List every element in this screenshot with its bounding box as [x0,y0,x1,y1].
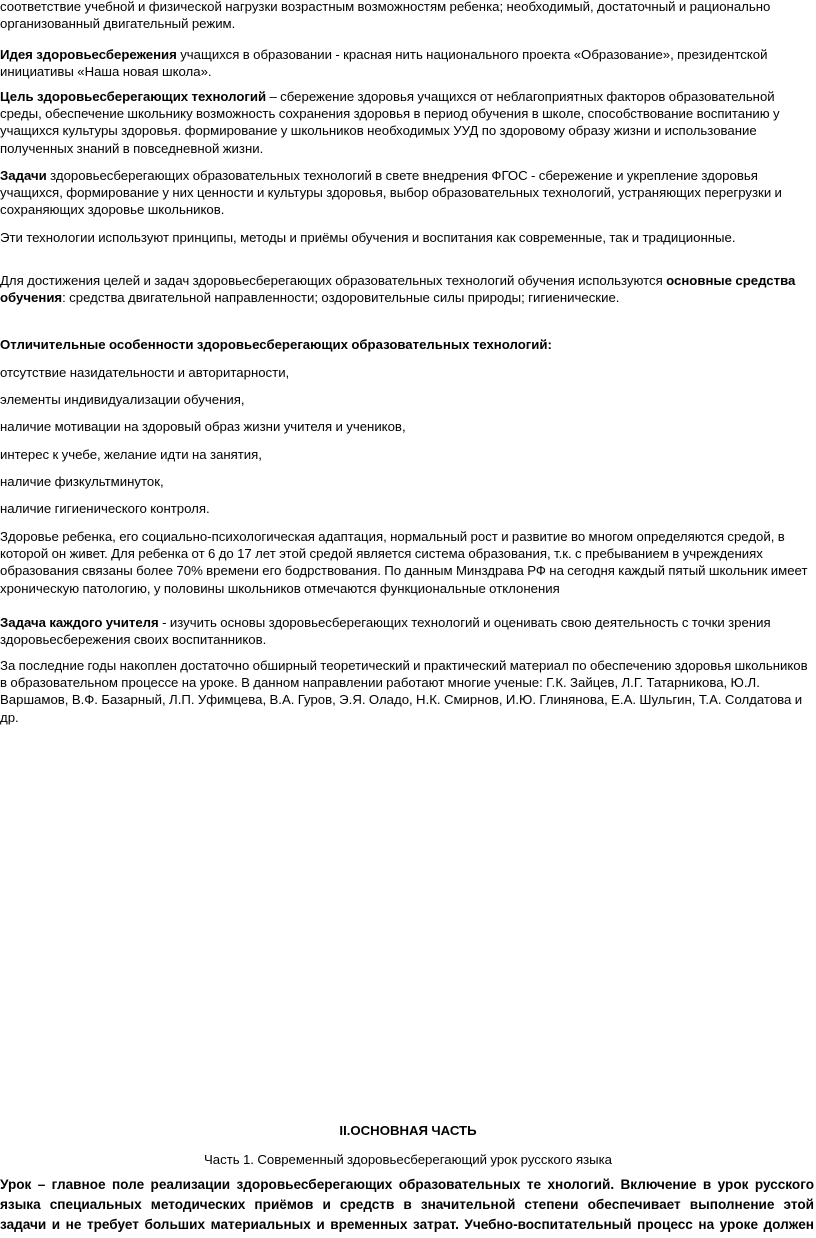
goal-text: – сбережение здоровья учащихся от неблагоприятных факторов образовательной среды, обеспечение школьнику возможность сохранения здоровья в период обучения в школе, способствование воспитанию у учащихся культуры здоровья. формирование у школьников необходимых УУД по здоровому образу жизни и использование полученных знаний в повседневной жизни. [0,89,780,156]
paragraph-means [0,272,810,306]
tasks-text: здоровьесберегающих образовательных технологий в свете внедрения ФГОС - сбережение и укрепление здоровья учащихся, формирование у них ценности и культуры здоровья, выбор образовательных технологий, устраняющих перегрузки и сохраняющих здоровье школьников. [0,168,782,218]
paragraph-idea [0,46,810,80]
paragraph-teacher-task [0,614,810,648]
final-line: задачи и не требует больших материальных и временных затрат. Учебно-воспитательный процесс на уроке должен [0,1217,814,1232]
feature-item: наличие мотивации на здоровый образ жизни учителя и учеников, [0,419,406,434]
means-text-after: : средства двигательной направленности; оздоровительные силы природы; гигиенические. [62,290,620,306]
feature-item: отсутствие назидательности и авторитарности, [0,365,290,380]
final-line: Урок – главное поле реализации здоровьесберегающих образовательных те хнологий. Включение в урок русского [0,1177,814,1192]
paragraph-motor-regime: соответствие учебной и физической нагрузки возрастным возможностям ребенка; необходимый, достаточный и рационально организованный двигательный режим. [0,0,771,32]
bold-term-tasks: Задачи [0,168,47,183]
section-heading: II.ОСНОВНАЯ ЧАСТЬ [339,1123,477,1138]
paragraph-principles: Эти технологии используют принципы, методы и приёмы обучения и воспитания как современные, так и традиционные. [0,230,736,245]
bold-term-teacher-task: Задача каждого учителя [0,615,159,630]
feature-item: интерес к учебе, желание идти на занятия, [0,447,262,462]
features-heading: Отличительные особенности здоровьесберегающих образовательных технологий: [0,337,552,352]
paragraph-scientists: За последние годы накоплен достаточно обширный теоретический и практический материал по обеспечению здоровья школьников в образовательном процессе на уроке. В данном направлении работают многие ученые: Г.К. Зайцев, Л.Г. Татарникова, Ю.Л. Варшамов, В.Ф. Базарный, Л.П. Уфимцева, В.А. Гуров, Э.Я. Оладо, Н.К. Смирнов, И.Ю. Глинянова, Е.А. Шульгин, Т.А. Солдатова и др. [0,658,808,725]
idea-text: учащихся в образовании - красная нить национального проекта «Образование», президентской инициативы «Наша новая школа». [0,47,768,80]
final-line: языка специальных методических приёмов и средств в значительной степени обеспечивает выполнение этой [0,1197,814,1212]
feature-item: наличие гигиенического контроля. [0,501,210,516]
means-text-before: Для достижения целей и задач здоровьесберегающих образовательных технологий обучения используются [0,273,667,288]
teacher-task-text: - изучить основы здоровьесберегающих технологий и оценивать свою деятельность с точки зрения здоровьесбережения своих воспитанников. [0,615,771,648]
paragraph-tasks [0,167,810,219]
feature-item: наличие физкультминуток, [0,474,164,489]
bold-term-goal: Цель здоровьесберегающих технологий [0,89,267,104]
bold-term-means: основные средства обучения [0,273,796,306]
paragraph-child-health: Здоровье ребенка, его социально-психологическая адаптация, нормальный рост и развитие во многом определяются средой, в которой он живет. Для ребенка от 6 до 17 лет этой средой является система образования, т.к. с пребыванием в учреждениях образования связаны более 70% времени его бодрствования. По данным Минздрава РФ на сегодня каждый пятый школьник имеет хроническую патологию, у половины школьников отмечаются функциональные отклонения [0,529,808,596]
paragraph-goal [0,88,810,157]
feature-item: элементы индивидуализации обучения, [0,392,245,407]
bold-term-idea: Идея здоровьесбережения [0,47,177,62]
part-title: Часть 1. Современный здоровьесберегающий урок русского языка [203,1152,613,1167]
